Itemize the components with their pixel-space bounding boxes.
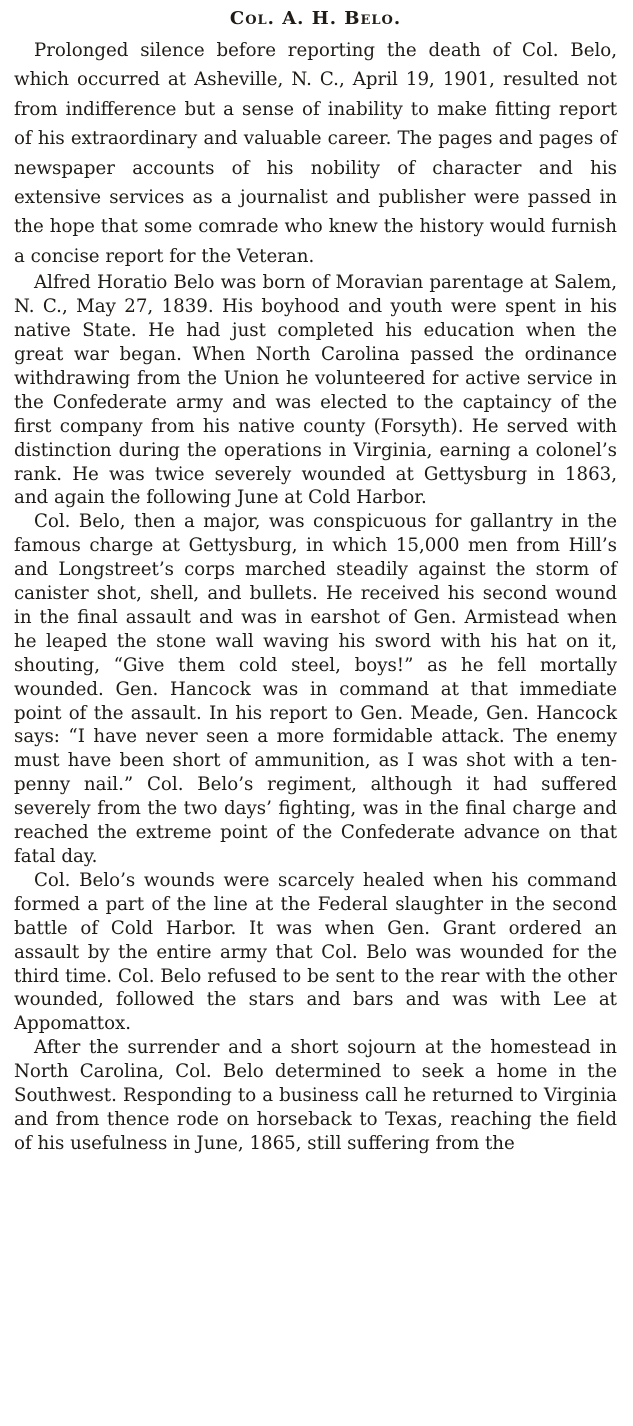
- paragraph-1: Prolonged silence before reporting the death of Col. Belo, which occurred at Asheville, N. C., April 19, 1901, resulted not from indifference but a sense of inability to make fitting report of his extraordinary and valuable career. The pages and pages of newspaper accounts of his nobility of character and his extensive services as a journalist and publisher were passed in the hope that some comrade who knew the history would furnish a concise report for the Veteran.: [14, 40, 617, 267]
- article-title: Col. A. H. Belo.: [229, 8, 402, 29]
- paragraph-4: Col. Belo’s wounds were scarcely healed when his command formed a part of the line at the Federal slaughter in the second battle of Cold Harbor. It was when Gen. Grant ordered an assault by the entire army that Col. Belo was wounded for the third time. Col. Belo refused to be sent to the rear with the other wounded, followed the stars and bars and was with Lee at Appomattox.: [14, 869, 617, 1035]
- paragraph-3: Col. Belo, then a major, was conspicuous for gallantry in the famous charge at Gettysburg, in which 15,000 men from Hill’s and Longstreet’s corps marched steadily against the storm of canister shot, shell, and bullets. He received his second wound in the final assault and was in earshot of Gen. Armistead when he leaped the stone wall waving his sword with his hat on it, shouting, “Give them cold steel, boys!” as he fell mortally wounded. Gen. Hancock was in command at that immediate point of the assault. In his report to Gen. Meade, Gen. Hancock says: “I have never seen a more formidable attack. The enemy must have been short of ammunition, as I was shot with a ten-penny nail.” Col. Belo’s regiment, although it had suffered severely from the two days’ fighting, was in the final charge and reached the extreme point of the Confederate advance on that fatal day.: [14, 511, 617, 867]
- paragraph-2: Alfred Horatio Belo was born of Moravian parentage at Salem, N. C., May 27, 1839. His boyhood and youth were spent in his native State. He had just completed his education when the great war began. When North Carolina passed the ordinance withdrawing from the Union he volunteered for active service in the Confederate army and was elected to the captaincy of the first company from his native county (Forsyth). He served with distinction during the operations in Virginia, earning a colonel’s rank. He was twice severely wounded at Gettysburg in 1863, and again the following June at Cold Harbor.: [14, 272, 617, 509]
- paragraph-5: After the surrender and a short sojourn at the homestead in North Carolina, Col. Belo determined to seek a home in the Southwest. Responding to a business call he returned to Virginia and from thence rode on horseback to Texas, reaching the field of his usefulness in June, 1865, still suffering from the: [14, 1037, 617, 1154]
